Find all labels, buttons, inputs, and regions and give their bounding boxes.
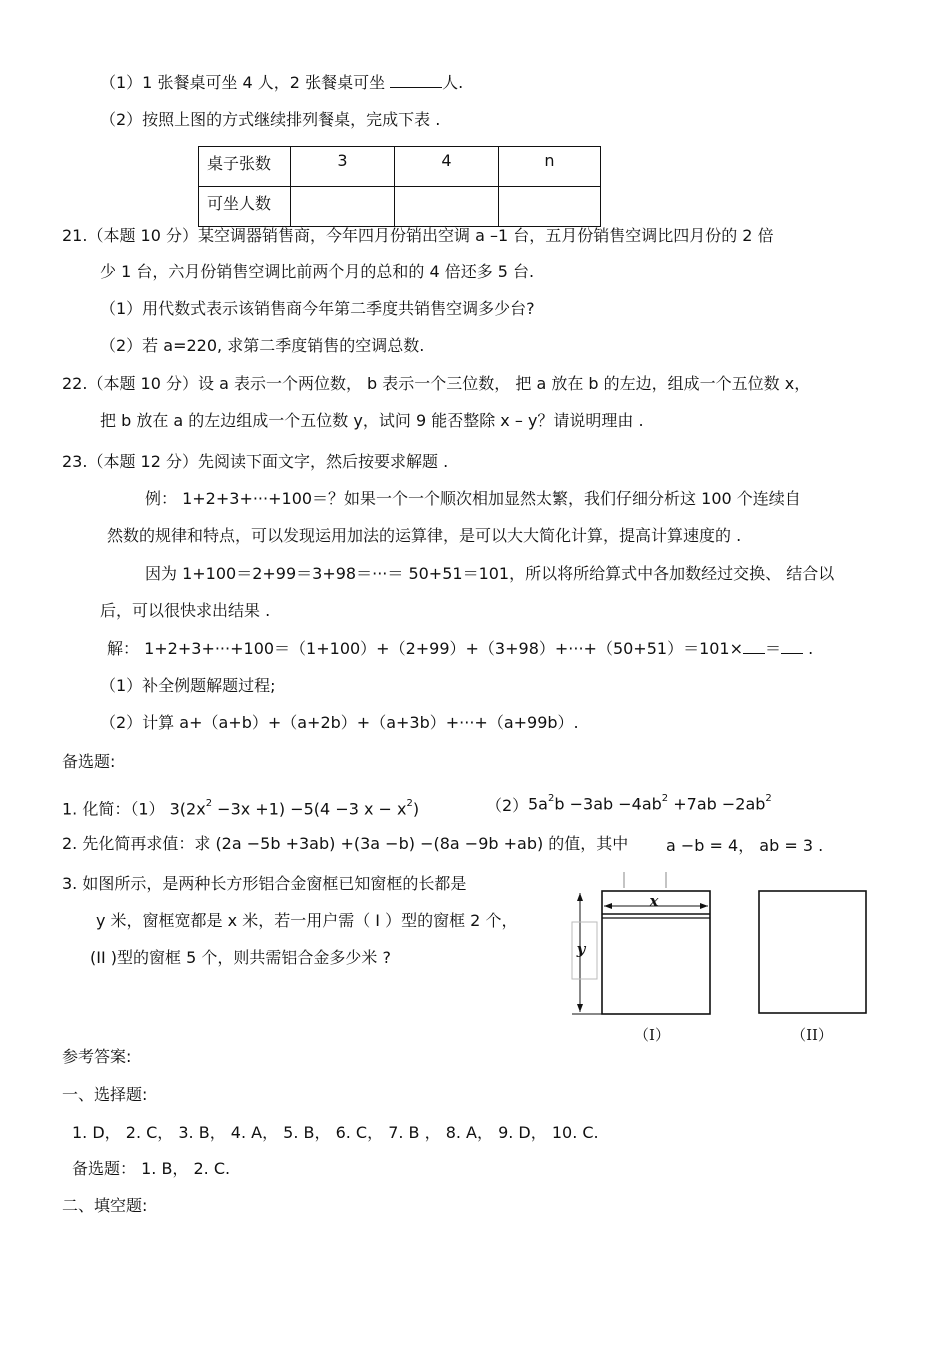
spare-q3-line2: y 米，窗框宽都是 x 米，若一用户需（ I ）型的窗框 2 个，: [96, 911, 518, 930]
q23-line2: 例： 1+2+3+···+100＝？如果一个一个顺次相加显然太繁，我们仔细分析这 100 个连续自: [145, 489, 801, 508]
q23-line6: 解： 1+2+3+···+100＝（1+100）+（2+99）+（3+98）+···+（50+51）＝101× ＝ .: [107, 639, 814, 658]
q20-line2: （2）按照上图的方式继续排列餐桌，完成下表 .: [100, 110, 441, 129]
table-row: 可坐人数: [199, 187, 601, 227]
answers-section-2: 二、填空题:: [62, 1196, 148, 1215]
q22-line2: 把 b 放在 a 的左边组成一个五位数 y，试问 9 能否整除 x – y？请说明理由 .: [100, 411, 644, 430]
q23-line3: 然数的规律和特点，可以发现运用加法的运算律，是可以大大简化计算，提高计算速度的 .: [107, 526, 742, 545]
spare-q1-part2: $5a^2b -3ab -4ab^2 +7ab -2ab^2$: [528, 793, 772, 814]
answer-blank: [743, 639, 765, 654]
q23-line8: （2）计算 a+（a+b）+（a+2b）+（a+3b）+···+（a+99b）.: [100, 713, 579, 732]
frame-type-1: [572, 872, 710, 1014]
q21-line1: 21.（本题 10 分）某空调器销售商，今年四月份销出空调 a –1 台，五月份销售空调比四月份的 2 倍: [62, 226, 774, 245]
answer-blank: [390, 73, 442, 88]
spare-q3-line3: (II )型的窗框 5 个，则共需铝合金多少米 ?: [90, 948, 391, 967]
q20-line1: （1）1 张餐桌可坐 4 人，2 张餐桌可坐 人.: [100, 73, 464, 92]
answer-blank: [781, 639, 803, 654]
label-x: x: [649, 892, 659, 910]
answers-line-2: 备选题： 1. B， 2. C.: [72, 1159, 231, 1178]
spare-q1: 1. 化简：（1） $3(2x^2 -3x +1) -5(4 -3$ $x - x^2$): [62, 798, 420, 819]
q22-line1: 22.（本题 10 分）设 a 表示一个两位数， b 表示一个三位数， 把 a 放在 b 的左边，组成一个五位数 x，: [62, 374, 811, 393]
spare-q3-line1: 3. 如图所示，是两种长方形铝合金窗框已知窗框的长都是: [62, 874, 467, 893]
answers-title: 参考答案:: [62, 1047, 132, 1066]
q21-line2: 少 1 台，六月份销售空调比前两个月的总和的 4 倍还多 5 台.: [100, 262, 535, 281]
answers-line-1: 1. D， 2. C， 3. B， 4. A， 5. B， 6. C， 7. B ， 8. A， 9. D， 10. C.: [72, 1123, 599, 1142]
q23-line1: 23.（本题 12 分）先阅读下面文字，然后按要求解题 .: [62, 452, 449, 471]
seat-table: [198, 146, 601, 227]
table-row: 桌子张数 3 4 n: [199, 147, 601, 187]
q23-line5: 后，可以很快求出结果 .: [100, 601, 271, 620]
spare-q2: 2. 先化简再求值：求 (2a −5b +3ab) +(3a −b) −(8a −9b +ab) 的值，其中: [62, 834, 629, 853]
frame-type-2: [759, 891, 866, 1013]
q23-line7: （1）补全例题解题过程;: [100, 676, 276, 695]
q21-line3: （1）用代数式表示该销售商今年第二季度共销售空调多少台?: [100, 299, 535, 318]
q21-line4: （2）若 a=220, 求第二季度销售的空调总数.: [100, 336, 425, 355]
caption-type-1: （I）: [634, 1026, 670, 1044]
answers-section-1: 一、选择题:: [62, 1085, 148, 1104]
window-frames-figure: [560, 868, 880, 1048]
spare-q1-part2-label: （2）: [486, 796, 529, 815]
spare-q2-condition: a −b = 4， ab = 3 .: [666, 836, 824, 855]
spare-title: 备选题:: [62, 752, 116, 771]
caption-type-2: （II）: [791, 1026, 833, 1044]
label-y: y: [576, 940, 586, 958]
q23-line4: 因为 1+100＝2+99＝3+98＝···＝ 50+51＝101，所以将所给算式中各加数经过交换、 结合以: [145, 564, 835, 583]
